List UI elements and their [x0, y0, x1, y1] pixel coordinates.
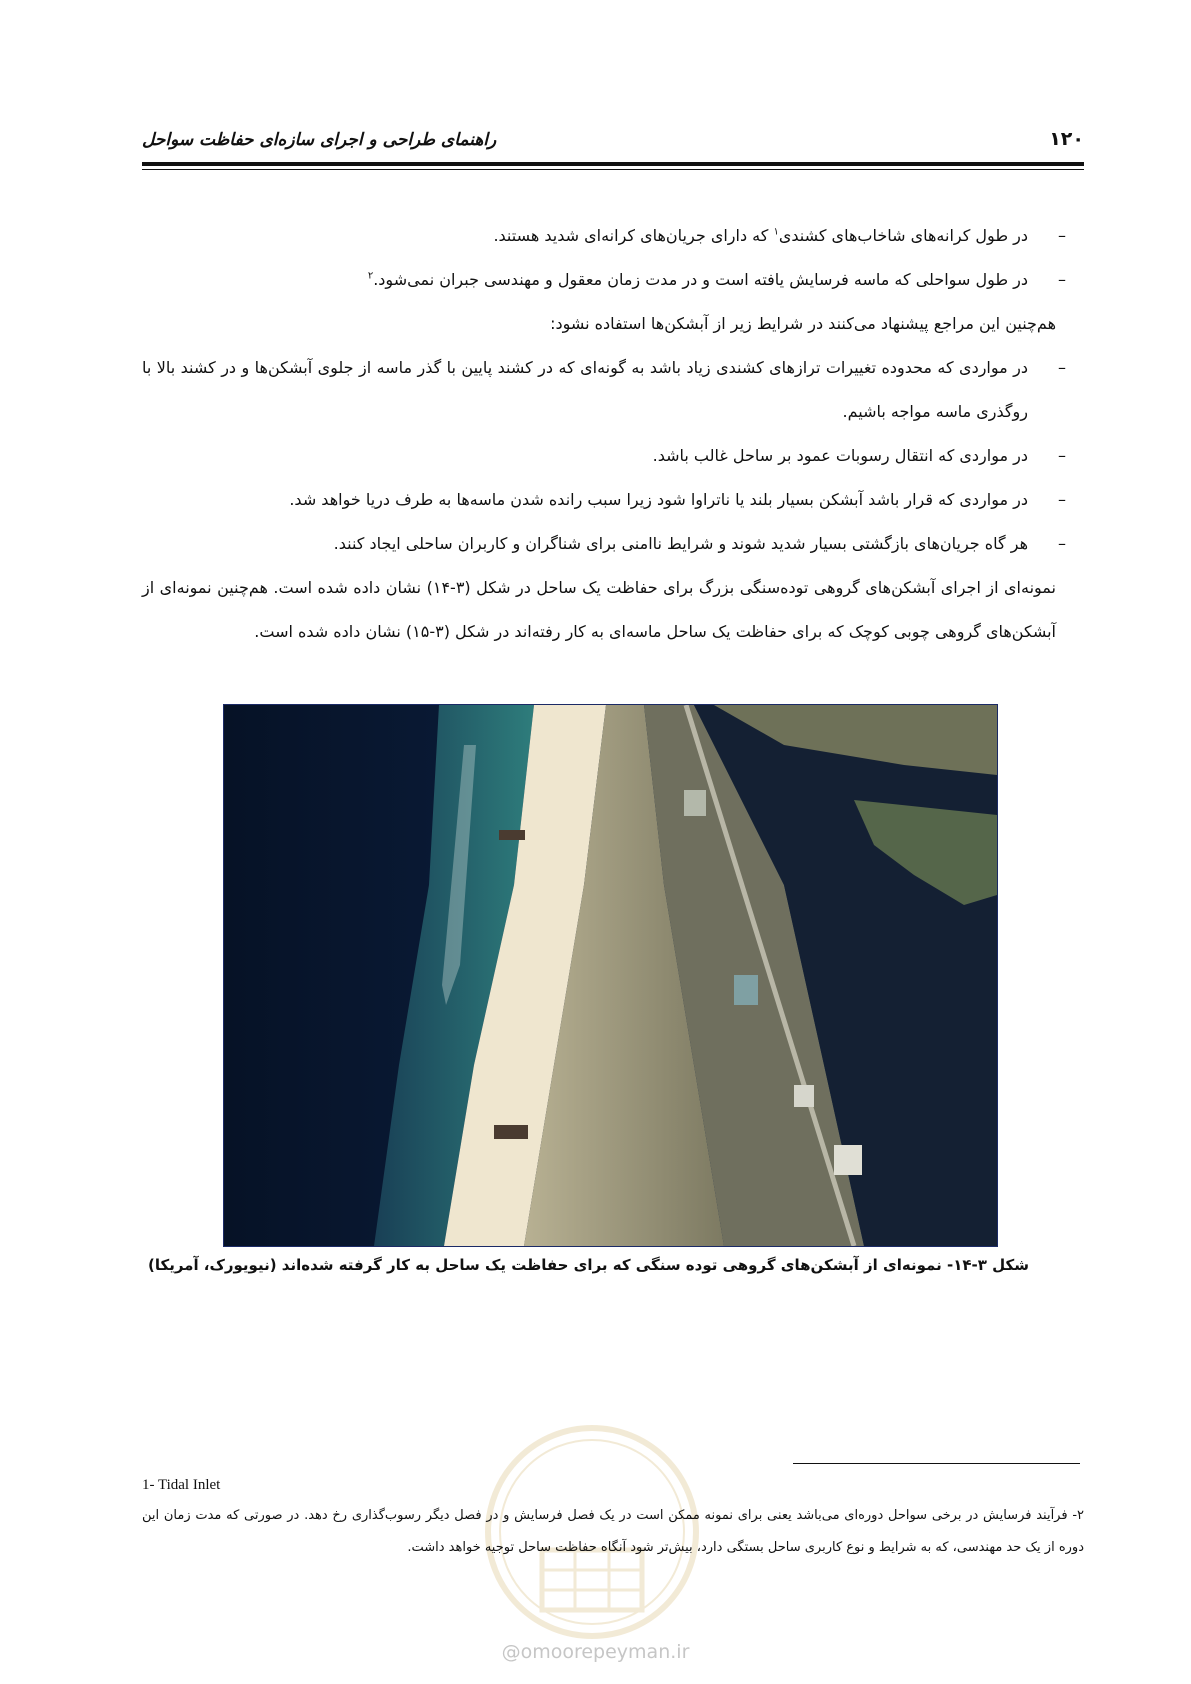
- footnote-ref[interactable]: ۱: [773, 226, 779, 238]
- building: [794, 1085, 814, 1107]
- building: [834, 1145, 862, 1175]
- figure-caption: شکل ۳-۱۴- نمونه‌ای از آبشکن‌های گروهی توده سنگی که برای حفاظت یک ساحل به کار گرفته شده‌اند (نیویورک، آمریکا): [147, 1256, 1029, 1274]
- bullet-item: – هر گاه جریان‌های بازگشتی بسیار شدید شوند و شرایط ناامنی برای شناگران و کاربران ساحلی ایجاد کنند.: [333, 534, 1066, 553]
- bullet-item: – در مواردی که انتقال رسوبات عمود بر ساحل غالب باشد.: [652, 446, 1066, 465]
- bullet-item: – در مواردی که محدوده تغییرات ترازهای کشندی زیاد باشد به گونه‌ای که در کشند پایین با گذر ماسه از جلوی آبشکن‌ها و در کشند بالا با روگذری ماسه مواجه باشیم.: [142, 358, 1066, 421]
- header-rule-thick: [142, 162, 1084, 166]
- groin-rock: [494, 1125, 528, 1139]
- aerial-photo: [224, 705, 997, 1246]
- bullet-item: – در طول کرانه‌های شاخاب‌های کشندی$^۱$ که دارای جریان‌های کرانه‌ای شدید هستند.: [493, 226, 1066, 245]
- running-title: راهنمای طراحی و اجرای سازه‌ای حفاظت سواحل: [142, 130, 497, 150]
- bullet-item: – در مواردی که قرار باشد آبشکن بسیار بلند یا ناتراوا شود زیرا سبب رانده شدن ماسه‌ها به طرف دریا خواهد شد.: [289, 490, 1066, 509]
- watermark-url: @omoorepeyman.ir: [501, 1641, 690, 1663]
- groin-rock: [499, 830, 525, 840]
- footnote-2: ۲- فرآیند فرسایش در برخی سواحل دوره‌ای می‌باشد یعنی برای نمونه ممکن است در یک فصل فرسایش و در فصل دیگر رسوب‌گذاری رخ دهد. در صورتی که مدت زمان این دوره از یک حد مهندسی، که به شرایط و نوع کاربری ساحل بستگی دارد، بیش‌تر شود آنگاه حفاظت ساحل توجیه خواهد داشت.: [142, 1508, 1084, 1555]
- building: [684, 790, 706, 816]
- bullet-item: – در طول سواحلی که ماسه فرسایش یافته است و در مدت زمان معقول و مهندسی جبران نمی‌شود.$^۲$: [367, 270, 1066, 289]
- aerial-photo-figure: [223, 704, 998, 1247]
- intro-line: هم‌چنین این مراجع پیشنهاد می‌کنند در شرایط زیر از آبشکن‌ها استفاده نشود:: [550, 314, 1056, 333]
- header-rule-thin: [142, 169, 1084, 170]
- body-paragraph: نمونه‌ای از اجرای آبشکن‌های گروهی توده‌سنگی بزرگ برای حفاظت یک ساحل در شکل (۳-۱۴) نشان داده شده است. هم‌چنین نمونه‌ای از آبشکن‌های گروهی چوبی کوچک که برای حفاظت یک ساحل ماسه‌ای به کار رفته‌اند در شکل (۳-۱۵) نشان داده شده است.: [142, 578, 1057, 641]
- body-text: [142, 214, 1084, 654]
- footnote-ref[interactable]: ۲: [367, 270, 374, 282]
- footnote-1: 1- Tidal Inlet: [142, 1477, 221, 1493]
- footnote-rule: [793, 1463, 1080, 1464]
- building: [734, 975, 758, 1005]
- page-number: ۱۲۰: [1049, 128, 1084, 150]
- running-header: [142, 128, 1084, 162]
